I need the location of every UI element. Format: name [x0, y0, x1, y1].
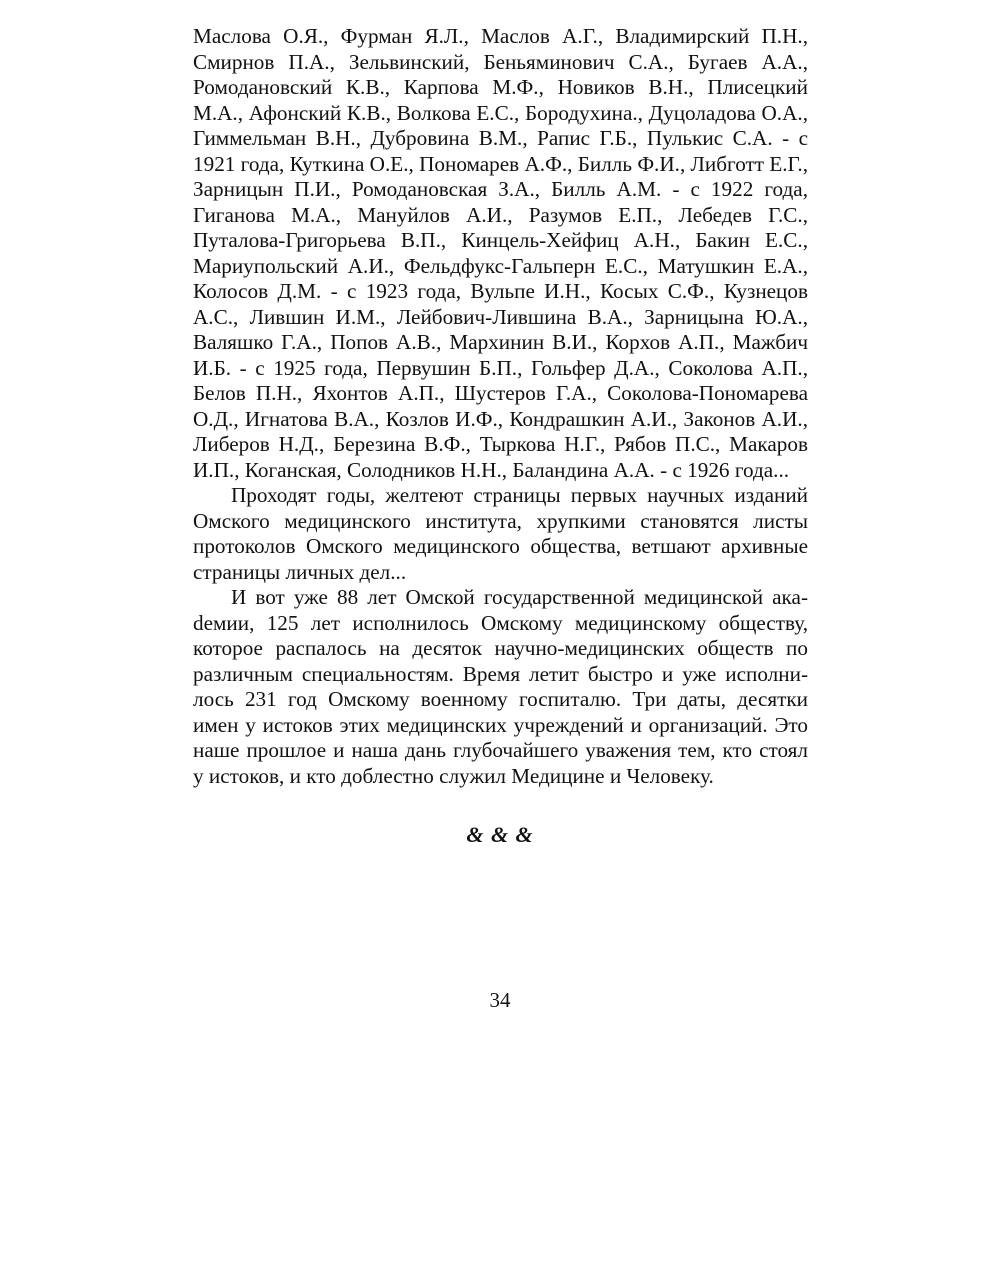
page-number: 34 — [489, 988, 511, 1012]
body-text — [193, 24, 808, 789]
section-separator: & & & — [466, 822, 534, 847]
paragraph-years-pass: Проходят годы, желтеют страницы первых научных изданий Омского медицинского института, хрупкими становятся листы протоколов Омского медицинского общества, ветшают архивные страницы личных дел... — [193, 483, 808, 584]
paragraph-names-list: Маслова О.Я., Фурман Я.Л., Маслов А.Г., Владимирский П.Н., Смирнов П.А., Зельвинский, Беньяминович С.А., Бугаев А.А., Ромодановский К.В., Карпова М.Ф., Новиков В.Н., Плисецкий М.А., Афонский К.В., Волкова Е.С., Бородухина., Дуцоладова О.А., Гиммельман В.Н., Дубровина В.М., Рапис Г.Б., Пулькис С.А. - с 1921 года, Куткина О.Е., Пономарев А.Ф., Билль Ф.И., Либготт Е.Г., Зарницын П.И., Ромодановская З.А., Билль А.М. - с 1922 года, Гиганова М.А., Мануйлов А.И., Разумов Е.П., Лебедев Г.С., Путалова-Григорьева В.П., Кинцель-Хейфиц А.Н., Бакин Е.С., Мариупольский А.И., Фельдфукс-Гальперн Е.С., Матушкин Е.А., Колосов Д.М. - с 1923 года, Вульпе И.Н., Косых С.Ф., Кузнецов А.С., Лившин И.М., Лейбович-Лившина В.А., Зарницына Ю.А., Валяшко Г.А., Попов А.В., Мархинин В.И., Корхов А.П., Мажбич И.Б. - с 1925 года, Первушин Б.П., Гольфер Д.А., Соколова А.П., Белов П.Н., Яхонтов А.П., Шустеров Г.А., Соколова-Пономарева О.Д., Игнатова В.А., Козлов И.Ф., Кондрашкин А.И., Законов А.И., Либеров Н.Д., Березина В.Ф., Тыркова Н.Г., Рябов П.С., Макаров И.П., Коганская, Солодников Н.Н., Баландина А.А. - с 1926 года... — [193, 24, 809, 482]
paragraph-anniversaries: И вот уже 88 лет Омской государственной медицинской акаdемии, 125 лет исполнилось Омскому медицинскому обществу, которое распалось на десяток научно-медицинских обществ по различным специальностям. Время летит быстро и уже исполнилось 231 год Омскому военному госпиталю. Три даты, десятки имен у истоков этих медицинских учреждений и организаций. Это наше прошлое и наша дань глубочайшего уважения тем, кто стоял у истоков, и кто доблестно служил Медицине и Человеку. — [193, 585, 808, 788]
